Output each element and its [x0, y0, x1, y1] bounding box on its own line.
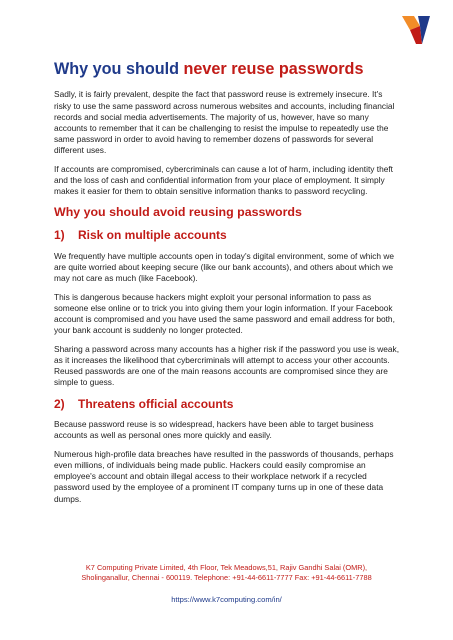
document-body: [54, 60, 400, 513]
subsection-title: Risk on multiple accounts: [78, 228, 227, 243]
section-heading: Why you should avoid reusing passwords: [54, 205, 302, 220]
subsection-heading: [54, 397, 400, 411]
subsection-number: 2): [54, 396, 65, 411]
footer-url-link[interactable]: https://www.k7computing.com/in/: [171, 595, 282, 604]
body-paragraph: This is dangerous because hackers might exploit your personal information to pass as someone else online or to trick you into giving them your login information. If your Facebook account is compromised and you have used the same password and email address for both, your bank account is suddenly no longer protected.: [54, 291, 395, 336]
title-prefix: Why you should: [54, 60, 184, 78]
footer-line: K7 Computing Private Limited, 4th Floor, Tek Meadows,51, Rajiv Gandhi Salai (OMR),: [85, 563, 368, 572]
subsection-title: Threatens official accounts: [78, 396, 234, 411]
title-highlight: never reuse passwords: [183, 60, 364, 78]
body-paragraph: Numerous high-profile data breaches have resulted in the passwords of thousands, perhaps even millions, of individuals being made public. Hackers could easily compromise an employee's account and obtain illegal access to their workplace network if a recycled password used by the employee of a prominent IT company turns up in one of these data dumps.: [54, 449, 394, 504]
subsection-heading: [54, 228, 400, 242]
body-paragraph: Sharing a password across many accounts has a higher risk if the password you use is weak, as it increases the likelihood that cybercriminals will attempt to access your other accounts. Reused passwords are one of the main reasons accounts are compromised since they are simple to guess.: [54, 344, 400, 388]
subsection-number: 1): [54, 228, 65, 243]
footer-address: [30, 563, 423, 583]
intro-paragraph: If accounts are compromised, cybercriminals can cause a lot of harm, including identity theft and the loss of cash and confidential information from your place of employment. It simply makes it easier for them to obtain sensitive information thanks to password recycling.: [54, 164, 394, 197]
body-paragraph: We frequently have multiple accounts open in today's digital environment, some of which we are quite worried about keeping secure (like our bank accounts), and others about which we may not care as much (like Facebook).: [54, 250, 395, 283]
page-title: [54, 60, 400, 79]
k7-logo-icon: [400, 14, 432, 46]
intro-paragraph: Sadly, it is fairly prevalent, despite the fact that password reuse is extremely insecure. It's risky to use the same password across numerous websites and accounts, including financial records and social media advertisements. The majority of us, however, have so many accounts to remember that it can be challenging to resist the impulse to repeatedly use the same password in order to avoid having to remember dozens of passwords for several different uses.: [54, 89, 395, 155]
body-paragraph: Because password reuse is so widespread, hackers have been able to target business accounts as well as personal ones more quickly and easily.: [54, 418, 374, 441]
footer-line: Sholinganallur, Chennai - 600119. Telephone: +91-44-6611-7777 Fax: +91-44-6611-7788: [81, 572, 372, 582]
